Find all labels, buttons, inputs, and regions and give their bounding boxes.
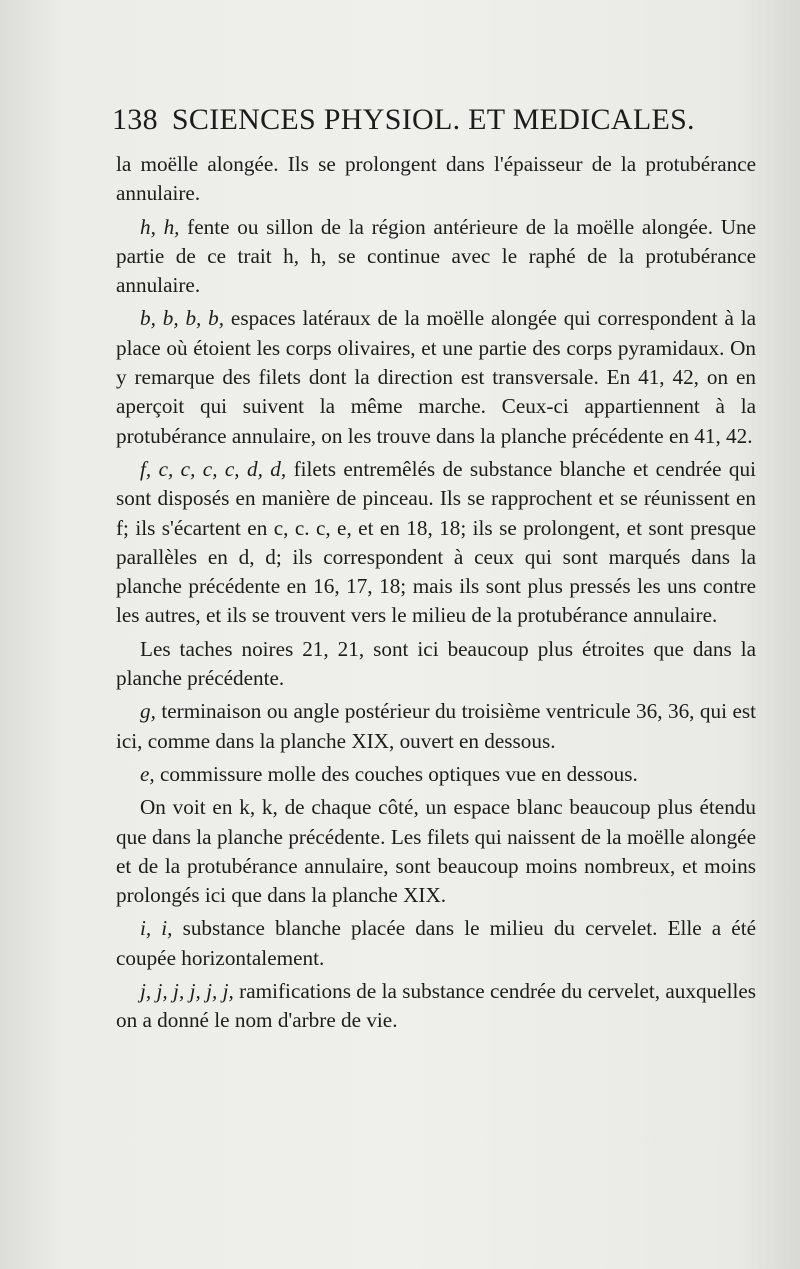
figure-letters: e, xyxy=(140,761,155,786)
figure-letters: f, c, c, c, c, d, d, xyxy=(140,456,287,481)
paragraph: i, i, substance blanche placée dans le milieu du cervelet. Elle a été coupée horizontalement. xyxy=(116,916,756,970)
paragraph: g, terminaison ou angle postérieur du troisième ventricule 36, 36, qui est ici, comme dans la planche XIX, ouvert en dessous. xyxy=(116,699,756,753)
paragraph: h, h, fente ou sillon de la région antérieure de la moëlle alongée. Une partie de ce trait h, h, se continue avec le raphé de la protubérance annulaire. xyxy=(116,214,756,298)
page-number: 138 xyxy=(112,103,158,136)
paragraph: la moëlle alongée. Ils se prolongent dans l'épaisseur de la protubérance annulaire. xyxy=(116,152,756,206)
figure-letters: b, b, b, b, xyxy=(140,306,225,331)
paragraph: On voit en k, k, de chaque côté, un espace blanc beaucoup plus étendu que dans la planche précédente. Les filets qui naissent de la moëlle alongée et de la protubérance annulaire, sont beaucoup moins nombreux, et moins prolongés ici que dans la planche XIX. xyxy=(116,795,756,908)
figure-letters: i, i, xyxy=(140,916,173,941)
figure-letters: j, j, j, j, j, j, xyxy=(140,979,234,1004)
running-header xyxy=(112,103,732,137)
body-text xyxy=(116,150,756,1036)
running-title: SCIENCES PHYSIOL. ET MEDICALES. xyxy=(171,103,695,136)
paragraph: j, j, j, j, j, j, ramifications de la substance cendrée du cervelet, auxquelles on a donné le nom d'arbre de vie. xyxy=(116,979,756,1033)
figure-letters: h, h, xyxy=(140,214,180,239)
paragraph: f, c, c, c, c, d, d, filets entremêlés de substance blanche et cendrée qui sont disposés en manière de pinceau. Ils se rapprochent et se réunissent en f; ils s'écartent en c, c. c, e, et en 18, 18; ils se prolongent, et sont presque parallèles en d, d; ils correspondent à ceux qui sont marqués dans la planche précédente en 16, 17, 18; mais ils sont plus pressés les uns contre les autres, et ils se trouvent vers le milieu de la protubérance annulaire. xyxy=(116,456,756,628)
paragraph: Les taches noires 21, 21, sont ici beaucoup plus étroites que dans la planche précédente. xyxy=(116,636,756,691)
paragraph: e, commissure molle des couches optiques vue en dessous. xyxy=(140,761,638,786)
paragraph: b, b, b, b, espaces latéraux de la moëlle alongée qui correspondent à la place où étoient les corps olivaires, et une partie des corps pyramidaux. On y remarque des filets dont la direction est transversale. En 41, 42, on en aperçoit qui suivent la même marche. Ceux-ci appartiennent à la protubérance annulaire, on les trouve dans la planche précédente en 41, 42. xyxy=(116,306,756,448)
figure-letters: g, xyxy=(140,699,156,724)
